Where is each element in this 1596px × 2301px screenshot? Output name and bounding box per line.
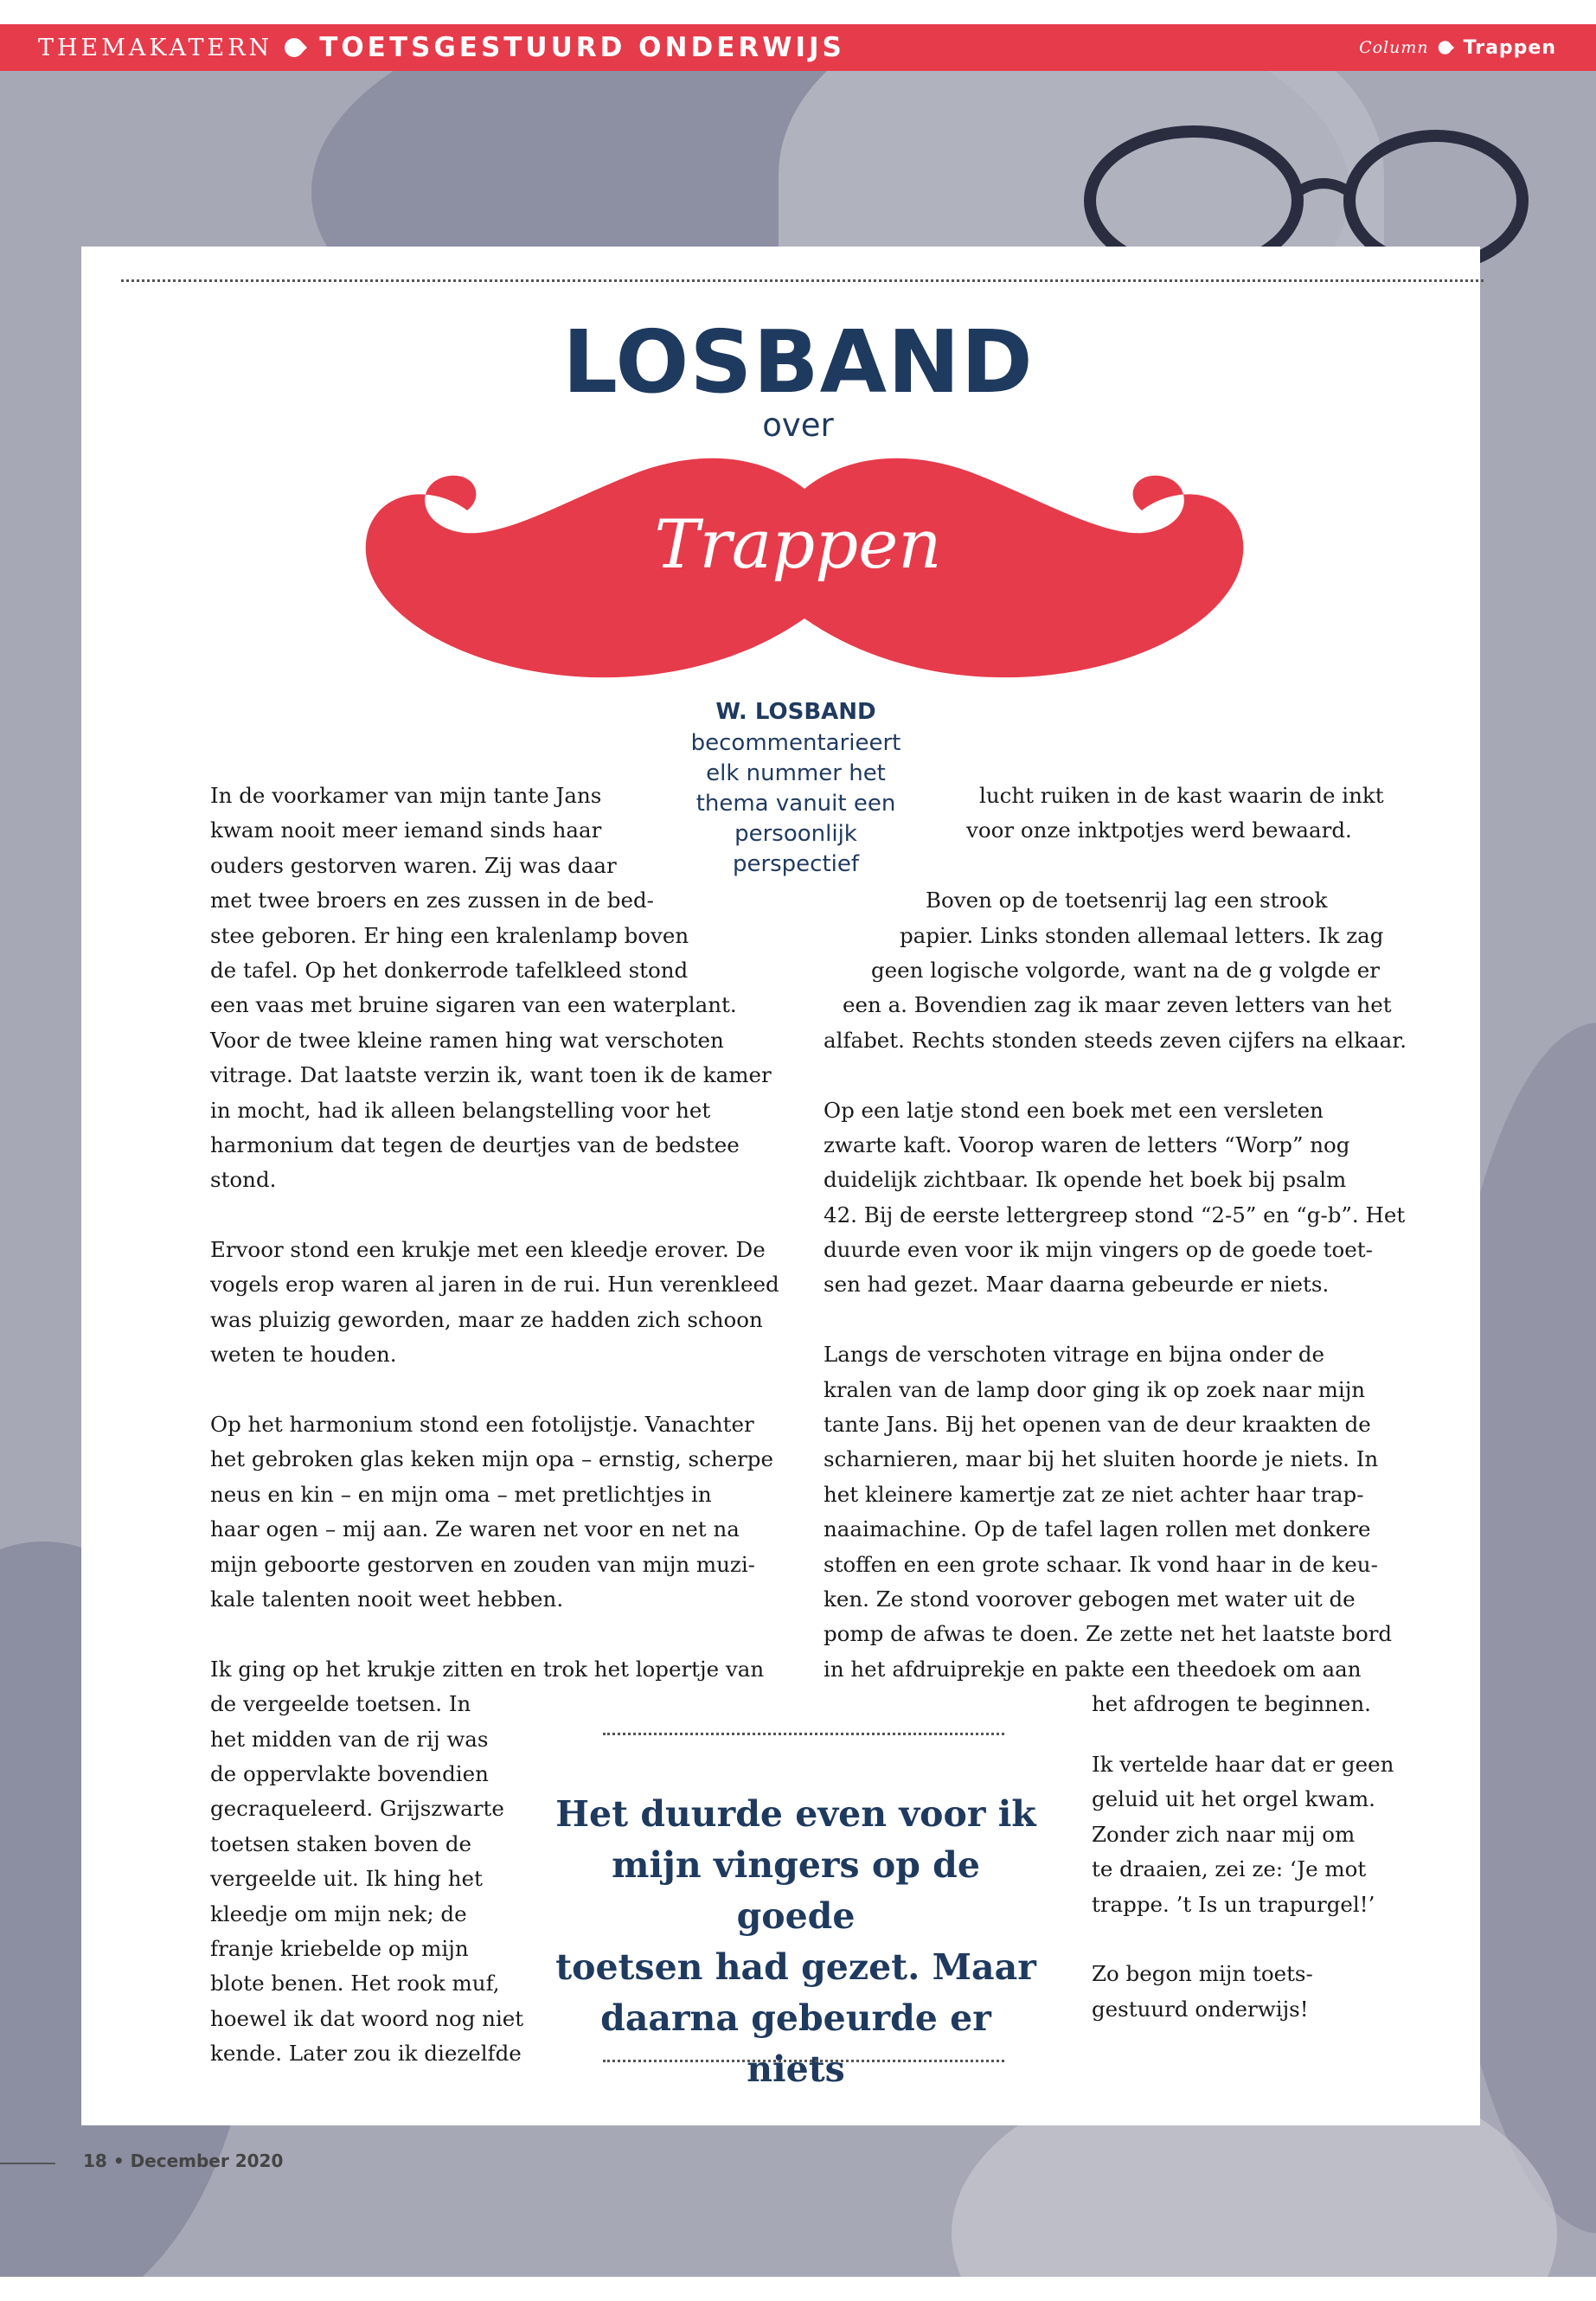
text-line: Langs de verschoten vitrage en bijna onder de [824, 1342, 1325, 1368]
text-line: naaimachine. Op de tafel lagen rollen met donkere [824, 1516, 1371, 1542]
text-line: hoewel ik dat woord nog niet [210, 2005, 524, 2031]
text-line: het kleinere kamertje zat ze niet achter haar trap- [824, 1481, 1364, 1507]
text-line: kralen van de lamp door ging ik op zoek naar mijn [824, 1376, 1366, 1402]
text-line: stond. [210, 1167, 277, 1193]
issue-date: December 2020 [130, 2150, 284, 2171]
text-line: trappe. ’t Is un trapurgel!’ [1092, 1891, 1375, 1917]
text-line: In de voorkamer van mijn tante Jans [210, 783, 602, 808]
page-footer: 18 • December 2020 [83, 2150, 284, 2171]
text-line: gestuurd onderwijs! [1092, 1996, 1309, 2022]
text-line: vogels erop waren al jaren in de rui. Hun verenkleed [210, 1272, 779, 1298]
text-line: was pluizig geworden, maar ze hadden zich schoon [210, 1306, 763, 1332]
text-line: Ik ging op het krukje zitten en trok het lopertje van [210, 1656, 765, 1682]
text-line [210, 1373, 779, 1407]
text-line: Ik vertelde haar dat er geen [1092, 1752, 1394, 1777]
text-line: tante Jans. Bij het openen van de deur kraakten de [824, 1412, 1371, 1438]
text-line: mijn geboorte gestorven en zouden van mijn muzi- [210, 1551, 755, 1577]
section-label: THEMAKATERN [38, 34, 273, 61]
text-line: Ervoor stond een krukje met een kleedje erover. De [210, 1237, 766, 1263]
article-title: LOSBAND [562, 311, 1034, 413]
text-line: in mocht, had ik alleen belangstelling voor het [210, 1097, 711, 1123]
text-line: geluid uit het orgel kwam. [1092, 1786, 1375, 1812]
text-line: Voor de twee kleine ramen hing wat verschoten [210, 1027, 724, 1053]
pullquote-divider-bottom [603, 2060, 1004, 2062]
text-line: te draaien, zei ze: ‘Je mot [1092, 1856, 1367, 1882]
text-line: stoffen en een grote schaar. Ik vond haar in de keu- [824, 1551, 1378, 1577]
text-line: kale talenten nooit weet hebben. [210, 1586, 564, 1612]
text-line: kende. Later zou ik diezelfde [210, 2041, 522, 2067]
text-line: neus en kin – en mijn oma – met pretlichtjes in [210, 1481, 712, 1507]
mustache-label: Trappen [654, 506, 942, 584]
text-line: pomp de afwas te doen. Ze zette net het laatste bord [824, 1621, 1393, 1647]
text-line: sen had gezet. Maar daarna gebeurde er niets. [824, 1272, 1330, 1298]
body-column-right-top [824, 779, 1407, 1722]
text-line: het midden van de rij was [210, 1726, 489, 1752]
text-line: scharnieren, maar bij het sluiten hoorde je niets. In [824, 1446, 1379, 1472]
text-line [1092, 1922, 1394, 1957]
text-line: het afdrogen te beginnen. [1092, 1691, 1371, 1717]
text-line [824, 1058, 1388, 1093]
text-line: haar ogen – mij aan. Ze waren net voor en net na [210, 1516, 740, 1542]
text-line: Boven op de toetsenrij lag een strook [926, 888, 1328, 913]
page-number: 18 [83, 2150, 107, 2171]
text-line: zwarte kaft. Voorop waren de letters “Worp” nog [824, 1131, 1350, 1157]
text-line: blote benen. Het rook muf, [210, 1971, 500, 1997]
text-line: Zo begon mijn toets- [1092, 1961, 1313, 1987]
text-line [824, 1303, 1388, 1337]
text-line: weten te houden. [210, 1342, 397, 1368]
text-line: papier. Links stonden allemaal letters. Ik zag [900, 922, 1384, 948]
text-line [210, 1198, 779, 1233]
text-line: de oppervlakte bovendien [210, 1760, 489, 1786]
text-line: vergeelde uit. Ik hing het [210, 1866, 483, 1892]
text-line: alfabet. Rechts stonden steeds zeven cijfers na elkaar. [824, 1027, 1407, 1053]
text-line [210, 1617, 779, 1651]
text-line [824, 849, 1388, 883]
text-line: Zonder zich naar mij om [1092, 1821, 1356, 1847]
author-description: becommentarieert elk nummer het thema vanuit een persoonlijk perspectief [690, 730, 901, 877]
text-line: kwam nooit meer iemand sinds haar [210, 817, 602, 843]
text-line: Op het harmonium stond een fotolijstje. Vanachter [210, 1412, 754, 1438]
article-over: over [762, 407, 834, 444]
text-line: voor onze inktpotjes werd bewaard. [966, 817, 1352, 843]
arrow-right-icon [1438, 39, 1455, 56]
text-line: Op een latje stond een boek met een versleten [824, 1097, 1324, 1123]
footer-rule [0, 2163, 55, 2164]
text-line: kleedje om mijn nek; de [210, 1900, 467, 1926]
text-line: geen logische volgorde, want na de g volgde er [871, 957, 1380, 983]
divider [121, 279, 1484, 282]
column-title: Trappen [1463, 36, 1556, 59]
text-line: lucht ruiken in de kast waarin de inkt [979, 783, 1384, 808]
arrow-right-icon [285, 36, 307, 59]
text-line: franje kriebelde op mijn [210, 1935, 469, 1961]
column-label: Column [1359, 38, 1429, 57]
text-line: de vergeelde toetsen. In [210, 1691, 471, 1717]
text-line: duidelijk zichtbaar. Ik opende het boek bij psalm [824, 1167, 1347, 1193]
text-line: ken. Ze stond voorover gebogen met water uit de [824, 1586, 1356, 1612]
text-line: gecraqueleerd. Grijszwarte [210, 1796, 504, 1822]
pullquote-divider-top [603, 1733, 1004, 1735]
header-bar [0, 24, 1596, 71]
section-title: TOETSGESTUURD ONDERWIJS [319, 32, 845, 63]
text-line: stee geboren. Er hing een kralenlamp boven [210, 922, 689, 948]
text-line: ouders gestorven waren. Zij was daar [210, 852, 617, 878]
text-line: het gebroken glas keken mijn opa – ernstig, scherpe [210, 1446, 773, 1472]
text-line: in het afdruiprekje en pakte een theedoek om aan [824, 1656, 1362, 1682]
text-line: toetsen staken boven de [210, 1830, 472, 1856]
text-line: vitrage. Dat laatste verzin ik, want toen ik de kamer [210, 1062, 772, 1088]
text-line: harmonium dat tegen de deurtjes van de bedstee [210, 1131, 740, 1157]
text-line: een vaas met bruine sigaren van een waterplant. [210, 992, 737, 1018]
text-line: met twee broers en zes zussen in de bed- [210, 888, 654, 913]
text-line: duurde even voor ik mijn vingers op de goede toet- [824, 1237, 1373, 1263]
text-line: de tafel. Op het donkerrode tafelkleed stond [210, 957, 689, 983]
text-line: een a. Bovendien zag ik maar zeven letters van het [843, 992, 1392, 1018]
author-name: W. LOSBAND [715, 699, 876, 725]
text-line: 42. Bij de eerste lettergreep stond “2-5” en “g-b”. Het [824, 1202, 1406, 1227]
body-column-right-bottom [1092, 1747, 1394, 2027]
pull-quote: Het duurde even voor ik mijn vingers op de goede toetsen had gezet. Maar daarna gebeurde er niets [555, 1793, 1036, 2090]
